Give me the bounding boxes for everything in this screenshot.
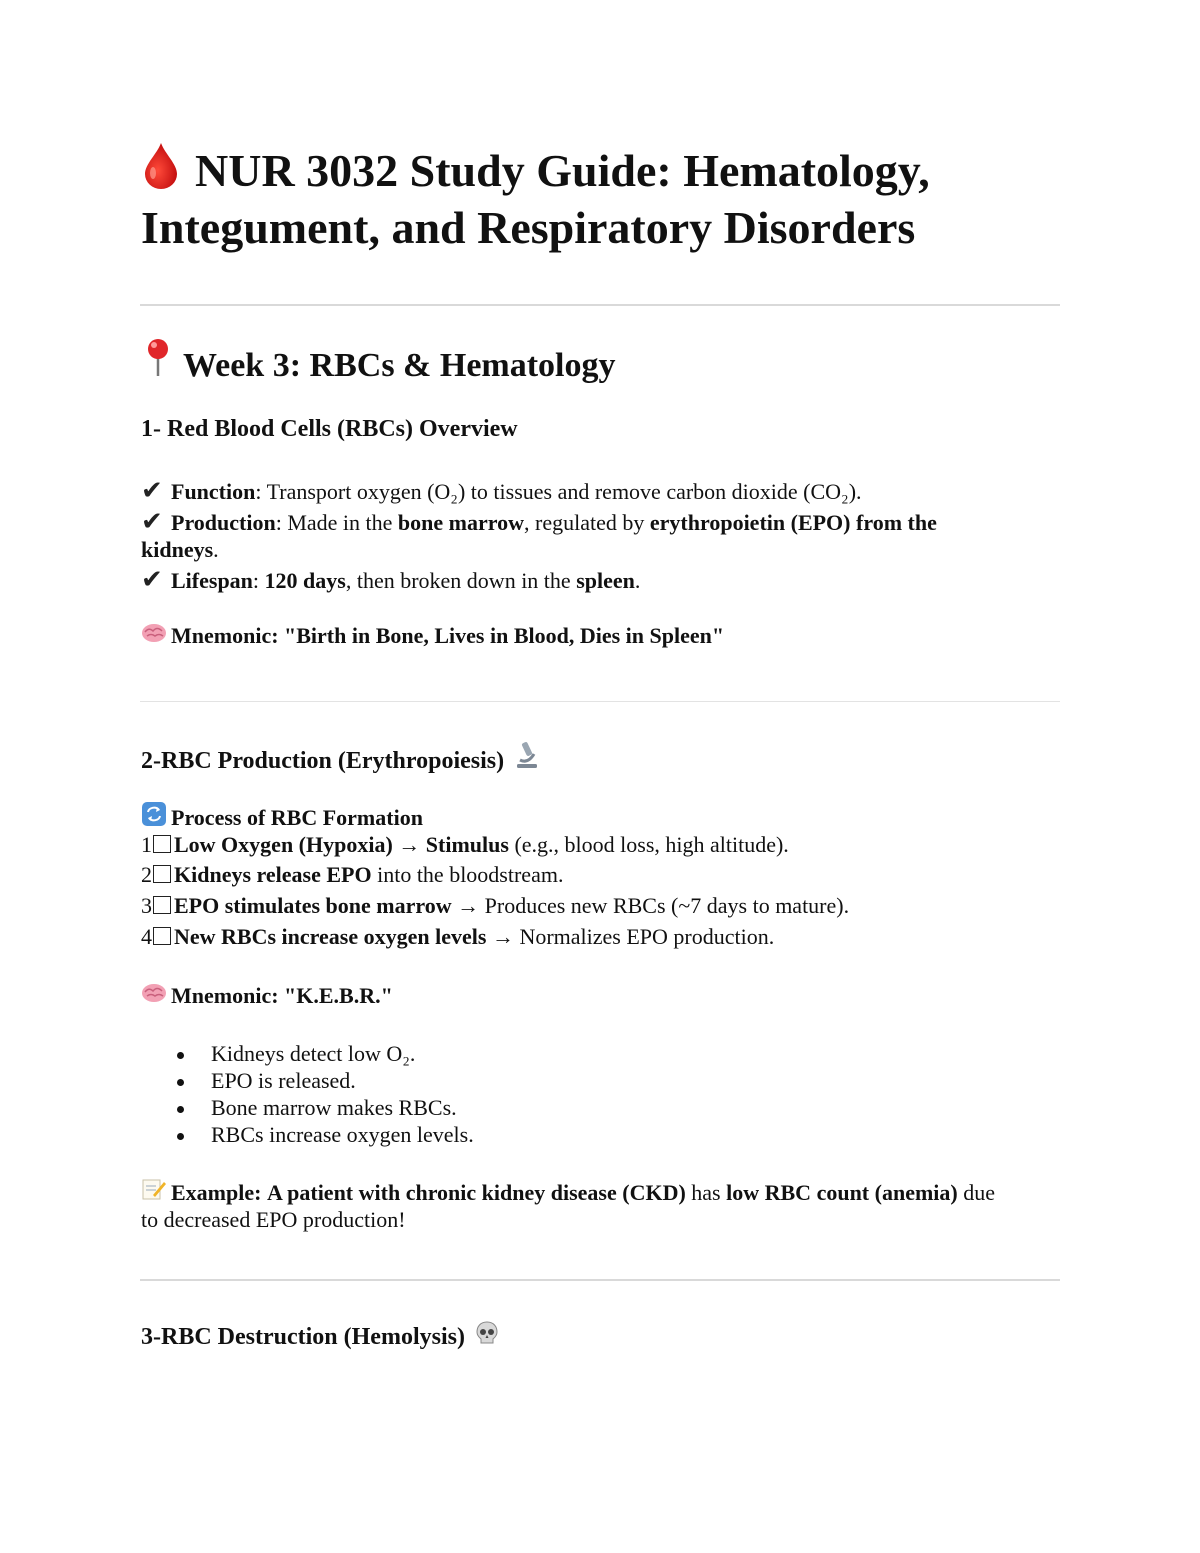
page-title-line-2: Integument, and Respiratory Disorders — [141, 202, 916, 253]
list-item: RBCs increase oxygen levels. — [141, 1122, 474, 1149]
microscope-icon — [514, 740, 540, 770]
check-mark-icon: ✔ — [141, 507, 163, 537]
function-line: ✔ Function: Transport oxygen (O₂) to tissues and remove carbon dioxide (CO₂). — [141, 476, 862, 506]
step-3: 3 EPO stimulates bone marrow → Produces new RBCs (~7 days to mature). — [141, 893, 850, 918]
example-line-cont: to decreased EPO production! — [141, 1207, 406, 1232]
cycle-arrows-icon — [141, 801, 167, 827]
step-4: 4 New RBCs increase oxygen levels → Normalizes EPO production. — [141, 924, 775, 949]
step-1: 1 Low Oxygen (Hypoxia) → Stimulus (e.g., blood loss, high altitude). — [141, 832, 789, 857]
brain-icon — [141, 983, 167, 1003]
list-item: Kidneys detect low O₂. — [141, 1041, 474, 1068]
check-mark-icon: ✔ — [141, 476, 163, 506]
lifespan-line: ✔ Lifespan: 120 days, then broken down in the spleen. — [141, 565, 641, 595]
list-item: EPO is released. — [141, 1068, 474, 1095]
production-line: ✔ Production: Made in the bone marrow, regulated by erythropoietin (EPO) from the — [141, 507, 937, 537]
divider — [140, 701, 1060, 702]
example-line: Example: A patient with chronic kidney disease (CKD) has low RBC count (anemia) due — [141, 1177, 995, 1206]
pushpin-icon — [141, 338, 175, 378]
process-label: Process of RBC Formation — [141, 801, 423, 831]
page-title-line-1: NUR 3032 Study Guide: Hematology, — [141, 140, 930, 197]
week-heading: Week 3: RBCs & Hematology — [141, 338, 616, 385]
step-2: 2 Kidneys release EPO into the bloodstream. — [141, 862, 564, 887]
section-3-heading: 3-RBC Destruction (Hemolysis) — [141, 1320, 499, 1351]
mnemonic-2: Mnemonic: "K.E.B.R." — [141, 983, 393, 1009]
divider — [140, 304, 1060, 306]
divider — [140, 1279, 1060, 1281]
checkbox-icon — [153, 896, 171, 914]
section-1-heading: 1- Red Blood Cells (RBCs) Overview — [141, 416, 518, 442]
kebr-list — [141, 1041, 474, 1149]
check-mark-icon: ✔ — [141, 565, 163, 595]
checkbox-icon — [153, 865, 171, 883]
mnemonic-1: Mnemonic: "Birth in Bone, Lives in Blood, Dies in Spleen" — [141, 623, 724, 649]
brain-icon — [141, 623, 167, 643]
memo-icon — [141, 1177, 167, 1201]
skull-icon — [475, 1320, 499, 1346]
checkbox-icon — [153, 927, 171, 945]
checkbox-icon — [153, 835, 171, 853]
blood-drop-icon — [141, 140, 181, 190]
production-line-cont: kidneys. — [141, 537, 219, 562]
section-2-heading: 2-RBC Production (Erythropoiesis) — [141, 740, 540, 775]
list-item: Bone marrow makes RBCs. — [141, 1095, 474, 1122]
